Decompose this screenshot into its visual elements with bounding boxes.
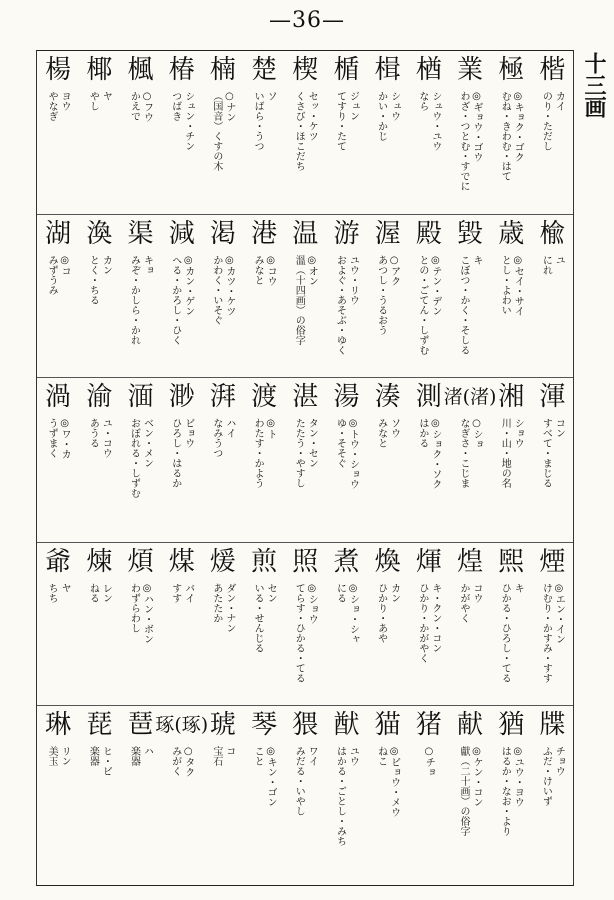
kanji-entry <box>367 706 408 885</box>
kanji-entry <box>120 51 161 214</box>
kanji-entry <box>491 215 532 377</box>
kanji-entry <box>408 543 449 705</box>
kanji-entry <box>326 215 367 377</box>
kanji-char: 琳 <box>45 710 72 740</box>
kanji-entry <box>38 378 79 542</box>
kanji-entry <box>79 543 120 705</box>
kanji-entry <box>443 378 497 542</box>
kanji-char: 殿 <box>415 219 442 249</box>
kanji-reading: コウ かがやく <box>458 583 483 623</box>
kanji-reading: ◎ビョウ・メウ ねこ <box>375 746 400 817</box>
kanji-char: 渥 <box>374 219 401 249</box>
kanji-reading: セン いる・せんじる <box>252 583 277 653</box>
kanji-char: 温 <box>292 219 319 249</box>
kanji-reading: ハ 楽器 <box>128 746 153 766</box>
kanji-char: 測 <box>415 382 442 412</box>
kanji-char: 楚 <box>251 55 278 85</box>
kanji-reading: ◎トウ・ショウ ゆ・そそぐ <box>334 418 359 489</box>
kanji-reading: シュウ かい・かじ <box>375 91 400 141</box>
kanji-entry <box>491 543 532 705</box>
kanji-entry <box>367 215 408 377</box>
kanji-char: 爺 <box>45 547 72 577</box>
kanji-char: 湊 <box>374 382 401 412</box>
kanji-reading: ◎カン・ゲン へる・かろし・ひく <box>169 255 194 345</box>
kanji-reading: ◎ショク・ソク はかる <box>416 418 441 489</box>
kanji-char: 湃 <box>209 382 236 412</box>
kanji-entry <box>202 51 243 214</box>
kanji-reading: キ ひかる・ひろし・てる <box>499 583 524 683</box>
kanji-reading: コ 宝石 <box>210 746 235 766</box>
kanji-reading: ◎カツ・ケツ かわく・いそぐ <box>210 255 235 325</box>
kanji-entry <box>367 51 408 214</box>
kanji-reading: ○ショ なぎさ・こじま <box>458 418 483 488</box>
kanji-reading: ◎テン・デン との・ごてん・しずむ <box>416 255 441 355</box>
kanji-char: 琵 <box>86 710 113 740</box>
kanji-entry <box>367 543 408 705</box>
kanji-entry <box>285 51 326 214</box>
kanji-char: 湯 <box>333 382 360 412</box>
kanji-char: 猶 <box>498 710 525 740</box>
kanji-entry <box>79 215 120 377</box>
kanji-char: 渇 <box>209 219 236 249</box>
kanji-reading: ハイ なみうつ <box>210 418 235 458</box>
kanji-char: 牒 <box>539 710 566 740</box>
kanji-entry <box>120 378 161 542</box>
kanji-reading: ○タク みがく <box>169 746 194 777</box>
kanji-reading: ◎ワ・カ うずまく <box>46 418 71 459</box>
kanji-entry <box>244 51 285 214</box>
kanji-entry <box>408 51 449 214</box>
kanji-entry <box>202 706 243 885</box>
kanji-char: 煤 <box>168 547 195 577</box>
kanji-char: 楠 <box>209 55 236 85</box>
kanji-char: 琢(琢) <box>155 714 209 736</box>
kanji-reading: ヨウ やなぎ <box>46 91 71 121</box>
kanji-entry <box>202 378 243 542</box>
kanji-reading: レン ねる <box>87 583 112 603</box>
kanji-entry <box>244 543 285 705</box>
kanji-entry <box>120 215 161 377</box>
kanji-char: 毀 <box>457 219 484 249</box>
kanji-char: 煙 <box>539 547 566 577</box>
kanji-reading: ダン・ナン あたたか <box>210 583 235 633</box>
kanji-reading: カン とく・ちる <box>87 255 112 305</box>
kanji-entry <box>79 706 120 885</box>
kanji-reading: キ・クン・コン ひかり・かがやく <box>416 583 441 663</box>
kanji-reading: ◎セイ・サイ とし・よわい <box>499 255 524 316</box>
kanji-entry <box>120 543 161 705</box>
kanji-table <box>36 50 574 886</box>
table-band <box>37 706 573 885</box>
kanji-entry <box>491 51 532 214</box>
kanji-reading: シュン・チン つばき <box>169 91 194 151</box>
kanji-reading: ◎ユウ・ヨウ はるか・なお・より <box>499 746 524 836</box>
kanji-char: 煖 <box>209 547 236 577</box>
kanji-char: 猷 <box>333 710 360 740</box>
kanji-reading: ◎コ みずうみ <box>46 255 71 295</box>
kanji-char: 湖 <box>45 219 72 249</box>
kanji-char: 猫 <box>374 710 401 740</box>
kanji-entry <box>38 706 79 885</box>
kanji-char: 楢 <box>415 55 442 85</box>
kanji-reading: ビョウ ひろし・はるか <box>169 418 194 488</box>
kanji-entry <box>408 215 449 377</box>
kanji-char: 楫 <box>374 55 401 85</box>
kanji-char: 業 <box>457 55 484 85</box>
kanji-char: 渠 <box>127 219 154 249</box>
kanji-char: 歳 <box>498 219 525 249</box>
kanji-entry <box>326 543 367 705</box>
kanji-char: 渝 <box>86 382 113 412</box>
kanji-char: 楔 <box>292 55 319 85</box>
kanji-char: 游 <box>333 219 360 249</box>
kanji-entry <box>202 215 243 377</box>
kanji-reading: シュウ・ユウ なら <box>416 91 441 151</box>
kanji-entry <box>449 215 490 377</box>
kanji-reading: ◎キョク・ゴク むね・きわむ・はて <box>499 91 524 181</box>
kanji-entry <box>38 543 79 705</box>
kanji-reading: ◎コウ みなと <box>252 255 277 286</box>
kanji-reading: ○ナン （国音）くすの木 <box>210 91 235 171</box>
kanji-entry <box>532 51 573 214</box>
kanji-char: 煮 <box>333 547 360 577</box>
kanji-entry <box>161 378 202 542</box>
kanji-reading: ◎エン・イン けむり・かすみ・すす <box>540 583 565 683</box>
kanji-char: 琶 <box>127 710 154 740</box>
kanji-reading: ◎オン 溫（十四画）の俗字 <box>293 255 318 345</box>
kanji-reading: ワイ みだる・いやし <box>293 746 318 816</box>
kanji-char: 煌 <box>457 547 484 577</box>
kanji-reading: ショウ 川・山・地の名 <box>499 418 524 488</box>
kanji-entry <box>244 706 285 885</box>
kanji-reading: ○チョ <box>423 746 435 777</box>
kanji-entry <box>449 543 490 705</box>
kanji-reading: ◎ギョウ・ゴウ わざ・つとむ・すでに <box>458 91 483 191</box>
kanji-char: 猪 <box>415 710 442 740</box>
kanji-entry <box>285 706 326 885</box>
table-band <box>37 543 573 706</box>
kanji-entry <box>38 51 79 214</box>
kanji-entry <box>491 706 532 885</box>
kanji-reading: タン・セン たたう・やすし <box>293 418 318 488</box>
kanji-entry <box>79 51 120 214</box>
kanji-entry <box>449 51 490 214</box>
table-band <box>37 215 573 378</box>
kanji-reading: ユ にれ <box>540 255 565 275</box>
kanji-reading: キョ みぞ・かしら・かれ <box>128 255 153 345</box>
kanji-entry <box>244 215 285 377</box>
kanji-entry <box>326 51 367 214</box>
kanji-reading: セッ・ケツ くさび・ほこだち <box>293 91 318 171</box>
kanji-entry <box>244 378 285 542</box>
kanji-reading: ユウ・リウ およぐ・あそぶ・ゆく <box>334 255 359 355</box>
kanji-reading: コン すべて・まじる <box>540 418 565 488</box>
kanji-entry <box>532 215 573 377</box>
page-number: —36— <box>269 8 345 33</box>
kanji-entry <box>285 215 326 377</box>
kanji-reading: ◎キン・ゴン こと <box>252 746 277 807</box>
kanji-char: 琴 <box>251 710 278 740</box>
kanji-char: 煕 <box>498 547 525 577</box>
kanji-char: 椿 <box>168 55 195 85</box>
kanji-reading: カン ひかり・あや <box>375 583 400 643</box>
kanji-char: 猥 <box>292 710 319 740</box>
kanji-entry <box>202 543 243 705</box>
kanji-char: 琥 <box>209 710 236 740</box>
kanji-reading: ユウ はかる・ごとし・みち <box>334 746 359 846</box>
kanji-char: 渦 <box>45 382 72 412</box>
kanji-char: 渡 <box>251 382 278 412</box>
kanji-reading: チョウ ふだ・けいず <box>540 746 565 806</box>
kanji-reading: キ こぼつ・かく・そしる <box>458 255 483 355</box>
kanji-entry <box>38 215 79 377</box>
kanji-char: 渾 <box>539 382 566 412</box>
kanji-reading: ◎ケン・コン 獻（二十画）の俗字 <box>458 746 483 836</box>
kanji-char: 楊 <box>45 55 72 85</box>
kanji-char: 照 <box>292 547 319 577</box>
kanji-entry <box>285 378 326 542</box>
kanji-entry <box>532 543 573 705</box>
kanji-entry <box>491 378 532 542</box>
kanji-reading: ヒ・ビ 楽器 <box>87 746 112 776</box>
kanji-entry <box>532 378 573 542</box>
kanji-char: 煎 <box>251 547 278 577</box>
kanji-entry <box>161 543 202 705</box>
kanji-char: 減 <box>168 219 195 249</box>
kanji-char: 煩 <box>127 547 154 577</box>
kanji-entry <box>367 378 408 542</box>
kanji-reading: ◎ショ・シャ にる <box>334 583 359 644</box>
table-band <box>37 51 573 215</box>
kanji-char: 極 <box>498 55 525 85</box>
kanji-entry <box>532 706 573 885</box>
kanji-reading: ◎ショウ てらす・ひかる・てる <box>293 583 318 683</box>
kanji-char: 楡 <box>539 219 566 249</box>
kanji-reading: ソ いばら・うつ <box>252 91 277 151</box>
section-label-stroke-count: 十三画 <box>581 52 607 118</box>
kanji-entry <box>161 215 202 377</box>
kanji-reading: ヤ やし <box>87 91 112 111</box>
table-band <box>37 378 573 543</box>
kanji-entry <box>408 706 449 885</box>
kanji-entry <box>285 543 326 705</box>
kanji-reading: ジュン てすり・たて <box>334 91 359 151</box>
kanji-char: 煇 <box>415 547 442 577</box>
kanji-char: 渙 <box>86 219 113 249</box>
kanji-reading: ソウ みなと <box>375 418 400 448</box>
kanji-char: 港 <box>251 219 278 249</box>
kanji-reading: バイ すす <box>169 583 194 603</box>
kanji-entry <box>326 378 367 542</box>
kanji-reading: ○アク あつし・うるおう <box>375 255 400 335</box>
kanji-entry <box>449 706 490 885</box>
kanji-char: 湛 <box>292 382 319 412</box>
kanji-reading: リン 美玉 <box>46 746 71 766</box>
kanji-char: 湘 <box>498 382 525 412</box>
kanji-char: 楓 <box>127 55 154 85</box>
kanji-char: 渚(渚) <box>443 386 497 408</box>
kanji-char: 煥 <box>374 547 401 577</box>
kanji-char: 渺 <box>168 382 195 412</box>
kanji-entry <box>161 51 202 214</box>
kanji-char: 楷 <box>539 55 566 85</box>
kanji-reading: ○フウ かえで <box>128 91 153 122</box>
kanji-reading: ベン・メン おぼれる・しずむ <box>128 418 153 498</box>
kanji-char: 楯 <box>333 55 360 85</box>
kanji-reading: ユ・コウ あうる <box>87 418 112 458</box>
kanji-entry <box>326 706 367 885</box>
kanji-char: 椰 <box>86 55 113 85</box>
kanji-char: 煉 <box>86 547 113 577</box>
kanji-reading: ◎ハン・ボン わずらわし <box>128 583 153 644</box>
kanji-entry <box>79 378 120 542</box>
kanji-reading: ◎ト わたす・かよう <box>252 418 277 488</box>
kanji-reading: ヤ ちち <box>46 583 71 603</box>
kanji-entry <box>155 706 209 885</box>
kanji-reading: カイ のり・ただし <box>540 91 565 151</box>
kanji-char: 献 <box>457 710 484 740</box>
kanji-char: 湎 <box>127 382 154 412</box>
